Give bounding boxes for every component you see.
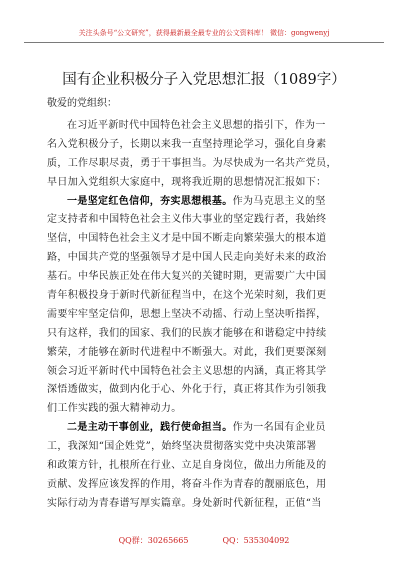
body-line — [47, 495, 361, 514]
body-line — [47, 400, 361, 419]
body-text: 贡献、发挥应该发挥的作用，将奋斗作为青春的靓丽底色，用 — [47, 478, 327, 490]
body-line — [47, 211, 361, 230]
body-line — [47, 438, 361, 457]
body-line — [47, 136, 361, 155]
body-text: 早日加入党组织大家庭中，现将我近期的思想情况汇报如下： — [47, 176, 327, 188]
body-text: 们工作实践的强大精神动力。 — [47, 403, 182, 415]
footer-contacts — [0, 535, 408, 547]
section-heading: 二是主动干事创业，践行使命担当。 — [67, 422, 233, 434]
body-text: 只有这样，我们的国家、我们的民族才能够在和谐稳定中持续 — [47, 327, 327, 339]
body-text: 基石。中华民族正处在伟大复兴的关键时期，更需要广大中国 — [47, 271, 327, 283]
body-line — [47, 230, 361, 249]
body-text: 领会习近平新时代中国特色社会主义思想的内涵，真正将其学 — [47, 365, 327, 377]
body-text: 定支持者和中国特色社会主义伟大事业的坚定践行者，我始终 — [47, 214, 327, 226]
body-line — [47, 457, 361, 476]
body-line — [47, 287, 361, 306]
document-body — [47, 117, 361, 514]
body-line — [47, 155, 361, 174]
body-text: 深悟透做实，做到内化于心、外化于行，真正将其作为引领我 — [47, 384, 327, 396]
body-text: 实际行动为青春谱写厚实篇章。身处新时代新征程，正值“当 — [47, 497, 322, 509]
body-line — [47, 363, 361, 382]
body-text: 名入党积极分子，长期以来我一直坚持理论学习，强化自身素 — [47, 138, 327, 150]
document-title: 国有企业积极分子入党思想汇报（1089字） — [62, 72, 346, 88]
header-divider — [24, 42, 384, 43]
body-text: 和政策方针，扎根所在行业、立足自身岗位，做出力所能及的 — [47, 460, 327, 472]
body-line — [47, 325, 361, 344]
body-text: 作为马克思主义的坚 — [232, 195, 326, 207]
body-text: 作为一名国有企业员 — [232, 422, 326, 434]
section-heading: 一是坚定红色信仰，夯实思想根基。 — [67, 195, 233, 207]
body-line — [47, 249, 361, 268]
body-line — [47, 306, 361, 325]
body-text: 繁荣，才能够在新时代进程中不断强大。对此，我们更要深刻 — [47, 346, 327, 358]
promo-banner[interactable]: 关注头条号“公文研究”，获得最新最全最专业的公文资料库！ 微信：gongwenyj — [78, 29, 330, 37]
body-text: 在习近平新时代中国特色社会主义思想的指引下，作为一 — [67, 120, 326, 131]
body-text: 工，我深知“国企姓党”，始终坚决贯彻落实党中央决策部署 — [47, 441, 317, 453]
qq-number-text[interactable]: QQ：535304092 — [222, 536, 290, 545]
body-line — [47, 174, 361, 193]
body-line — [47, 117, 361, 136]
body-line — [47, 344, 361, 363]
body-line — [47, 419, 361, 438]
body-line — [47, 193, 361, 212]
body-text: 质，工作尽职尽责，勇于干事担当。为尽快成为一名共产党员， — [47, 157, 337, 169]
body-text: 坚信，中国特色社会主义才是中国不断走向繁荣强大的根本道 — [47, 233, 327, 245]
qq-group-text[interactable]: QQ群：30265665 — [118, 536, 189, 545]
body-text: 需要牢牢坚定信仰，思想上坚决不动摇、行动上坚决听指挥， — [47, 308, 327, 320]
salutation: 敬爱的党组织： — [47, 98, 117, 109]
body-text: 青年积极投身于新时代新征程当中，在这个光荣时刻，我们更 — [47, 290, 327, 302]
body-line — [47, 476, 361, 495]
body-line — [47, 381, 361, 400]
body-text: 路，中国共产党的坚强领导才是中国人民走向美好未来的政治 — [47, 252, 327, 264]
body-line — [47, 268, 361, 287]
